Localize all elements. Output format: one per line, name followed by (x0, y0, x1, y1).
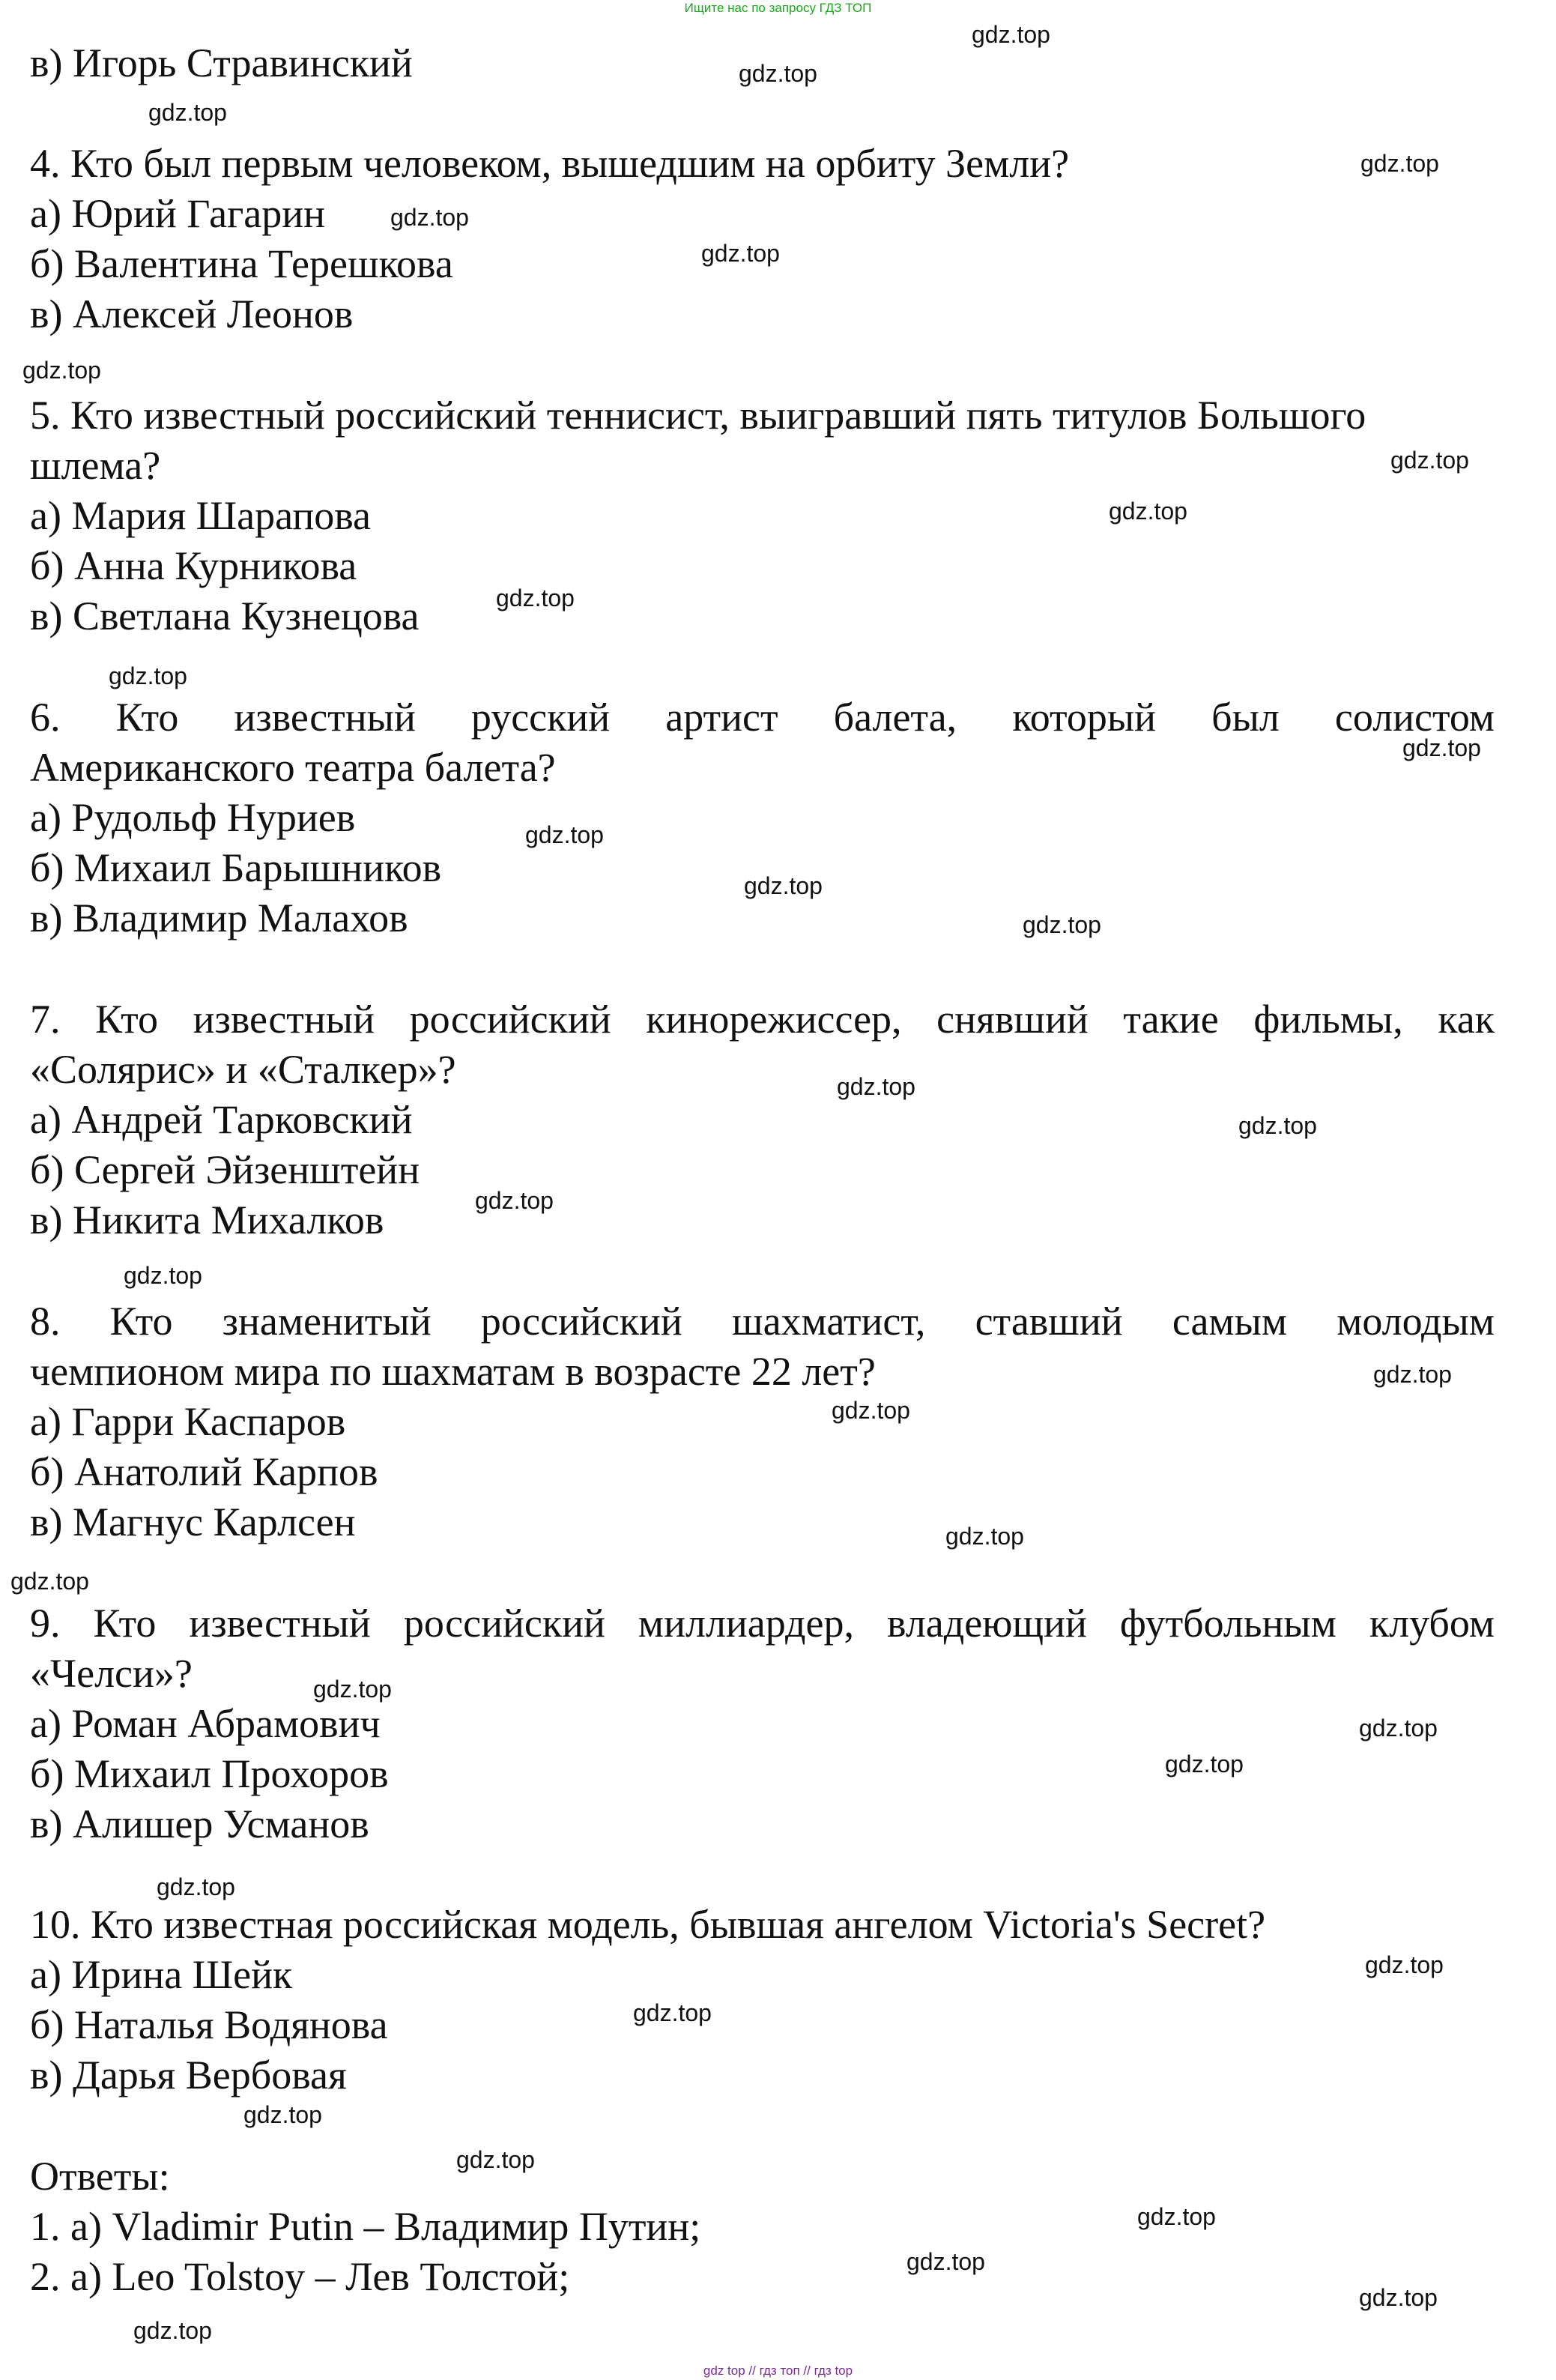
answers-heading: Ответы: (30, 2154, 170, 2199)
answer-option: а) Юрий Гагарин (30, 191, 326, 236)
question-10: 10. Кто известная российская модель, бывшая ангелом Victoria's Secret? (30, 1902, 1266, 1947)
watermark: gdz.top (1365, 1951, 1444, 1978)
watermark: gdz.top (22, 357, 101, 384)
watermark: gdz.top (124, 1262, 202, 1289)
question-4: 4. Кто был первым человеком, вышедшим на орбиту Земли? (30, 141, 1070, 186)
watermark: gdz.top (701, 240, 780, 267)
watermark: gdz.top (1023, 911, 1101, 938)
answer-option: в) Дарья Вербовая (30, 2053, 347, 2097)
watermark: gdz.top (633, 1999, 712, 2026)
answer-option: в) Игорь Стравинский (30, 40, 413, 85)
question-8-cont: чемпионом мира по шахматам в возрасте 22 лет? (30, 1349, 876, 1394)
watermark: gdz.top (906, 2248, 985, 2275)
question-6: 6. Кто известный русский артист балета, который был солистом (30, 695, 1495, 740)
watermark: gdz.top (313, 1676, 392, 1703)
watermark: gdz.top (945, 1523, 1024, 1550)
watermark: gdz.top (972, 21, 1050, 48)
answer-option: б) Анатолий Карпов (30, 1449, 378, 1494)
watermark: gdz.top (1360, 150, 1439, 177)
answer-option: б) Михаил Барышников (30, 845, 442, 890)
answer-option: а) Мария Шарапова (30, 493, 372, 538)
answer-option: в) Владимир Малахов (30, 895, 408, 940)
answer-option: а) Роман Абрамович (30, 1701, 381, 1746)
question-5: 5. Кто известный российский теннисист, выигравший пять титулов Большого (30, 393, 1366, 438)
watermark: gdz.top (832, 1397, 910, 1424)
watermark: gdz.top (744, 872, 823, 899)
answer-option: в) Магнус Карлсен (30, 1499, 356, 1544)
watermark: gdz.top (148, 99, 227, 126)
watermark: gdz.top (1359, 2284, 1438, 2311)
question-6-cont: Американского театра балета? (30, 745, 556, 790)
answer-option: б) Михаил Прохоров (30, 1751, 389, 1796)
watermark: gdz.top (475, 1187, 554, 1214)
answer-option: в) Светлана Кузнецова (30, 594, 420, 638)
bottom-banner[interactable]: gdz top // гдз топ // гдз top (703, 2364, 853, 2378)
answer-1: 1. а) Vladimir Putin – Владимир Путин; (30, 2204, 701, 2249)
watermark: gdz.top (525, 821, 604, 848)
watermark: gdz.top (390, 204, 469, 231)
watermark: gdz.top (133, 2317, 212, 2344)
question-7-cont: «Солярис» и «Сталкер»? (30, 1047, 456, 1092)
answer-option: б) Сергей Эйзенштейн (30, 1147, 420, 1192)
question-5-cont: шлема? (30, 443, 161, 488)
answer-option: в) Никита Михалков (30, 1197, 384, 1242)
watermark: gdz.top (1402, 734, 1481, 761)
watermark: gdz.top (157, 1873, 235, 1900)
watermark: gdz.top (1373, 1361, 1452, 1388)
watermark: gdz.top (456, 2146, 535, 2173)
watermark: gdz.top (109, 662, 187, 689)
watermark: gdz.top (1390, 447, 1469, 474)
answer-option: а) Ирина Шейк (30, 1952, 293, 1997)
watermark: gdz.top (1238, 1112, 1317, 1139)
watermark: gdz.top (1137, 2203, 1216, 2230)
answer-option: в) Алексей Леонов (30, 292, 354, 336)
question-9: 9. Кто известный российский миллиардер, владеющий футбольным клубом (30, 1601, 1495, 1646)
answer-option: а) Рудольф Нуриев (30, 795, 356, 840)
watermark: gdz.top (1109, 498, 1187, 525)
question-8: 8. Кто знаменитый российский шахматист, ставший самым молодым (30, 1299, 1495, 1344)
watermark: gdz.top (243, 2101, 322, 2128)
question-9-cont: «Челси»? (30, 1651, 193, 1696)
top-banner[interactable]: Ищите нас по запросу ГДЗ ТОП (684, 1, 872, 15)
answer-option: а) Гарри Каспаров (30, 1399, 346, 1444)
watermark: gdz.top (1165, 1751, 1244, 1778)
watermark: gdz.top (1359, 1715, 1438, 1742)
answer-option: б) Анна Курникова (30, 543, 357, 588)
question-7: 7. Кто известный российский кинорежиссер, снявший такие фильмы, как (30, 997, 1495, 1042)
answer-option: б) Наталья Водянова (30, 2002, 388, 2047)
answer-option: в) Алишер Усманов (30, 1801, 369, 1846)
answer-option: б) Валентина Терешкова (30, 241, 453, 286)
watermark: gdz.top (837, 1073, 915, 1100)
watermark: gdz.top (10, 1568, 89, 1595)
answer-option: а) Андрей Тарковский (30, 1097, 413, 1142)
answer-2: 2. а) Leo Tolstoy – Лев Толстой; (30, 2254, 570, 2299)
watermark: gdz.top (739, 60, 817, 87)
watermark: gdz.top (496, 585, 575, 611)
